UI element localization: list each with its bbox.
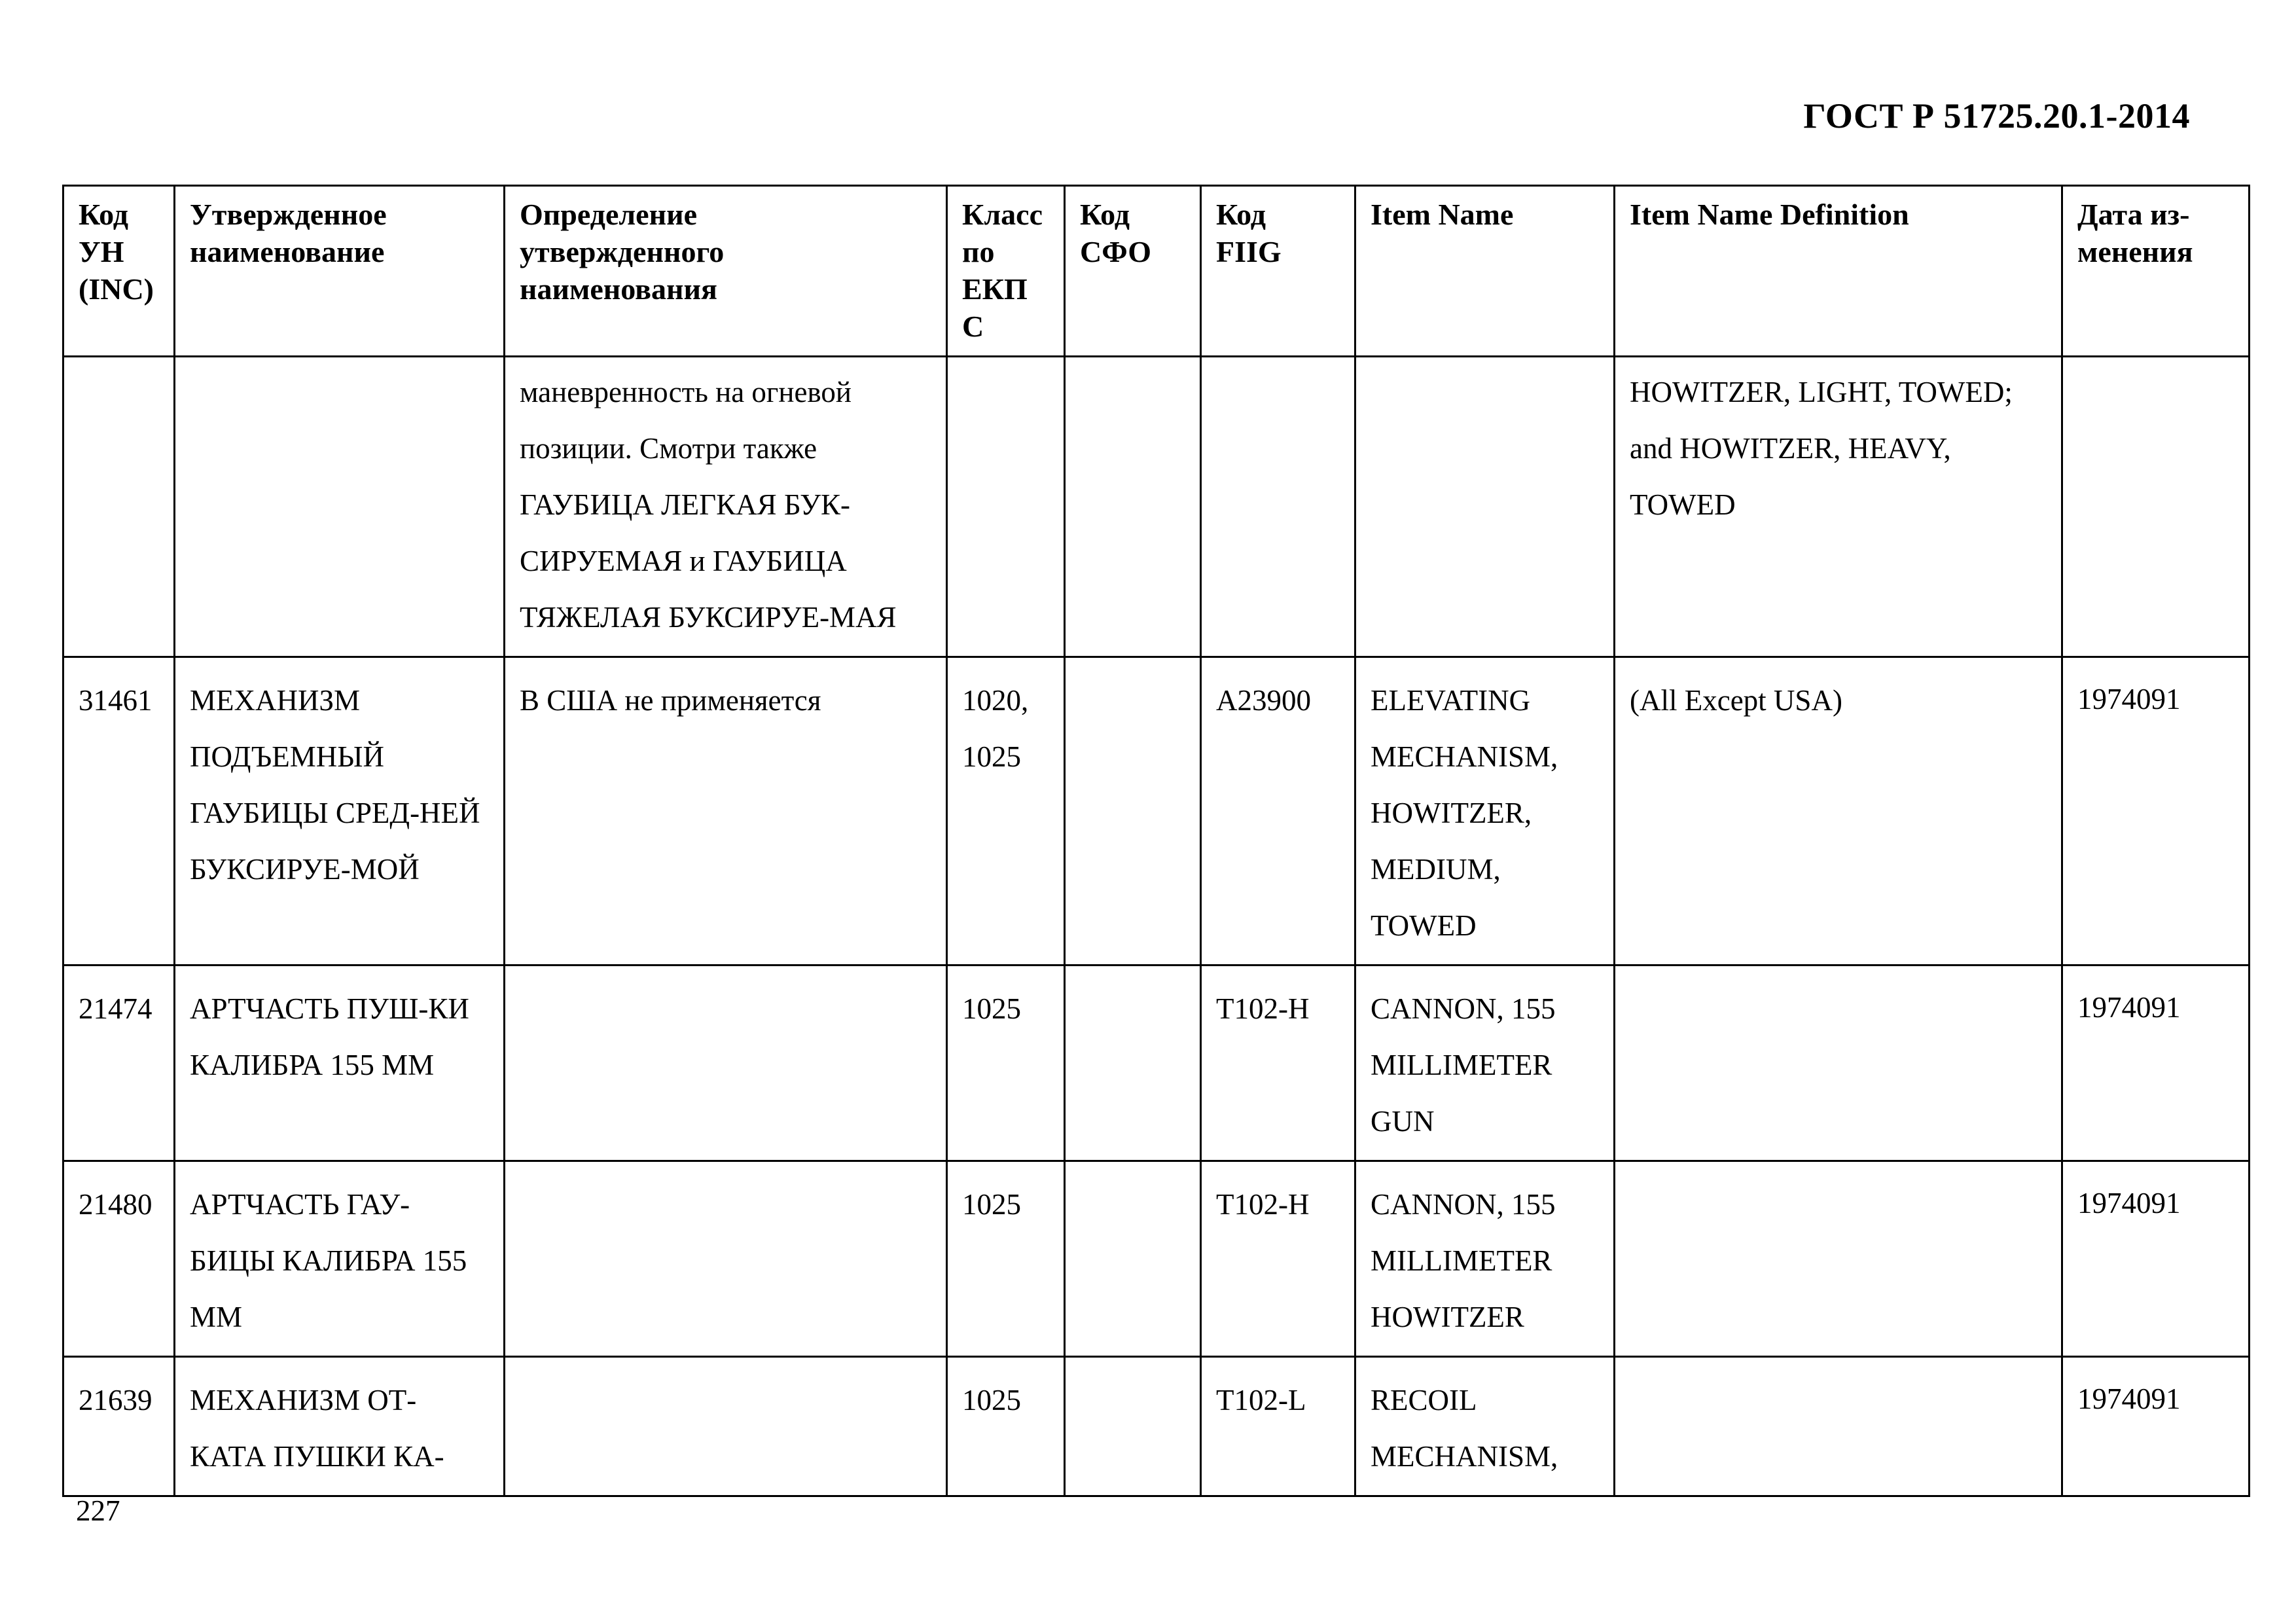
cell-item-name-definition: (All Except USA) xyxy=(1615,657,2062,965)
cell-fiig: T102-H xyxy=(1201,1161,1355,1357)
cell-sfo xyxy=(1065,357,1201,657)
header-approved-name: Утвержденное наименование xyxy=(175,186,505,357)
header-item-name-definition: Item Name Definition xyxy=(1615,186,2062,357)
table-header-row xyxy=(63,186,2250,357)
inc-table xyxy=(62,185,2250,1497)
header-inc: Код УН (INC) xyxy=(63,186,175,357)
cell-sfo xyxy=(1065,1357,1201,1496)
cell-change-date: 1974091 xyxy=(2062,1357,2250,1496)
table-row xyxy=(63,357,2250,657)
table-row xyxy=(63,965,2250,1161)
cell-item-name: RECOIL MECHANISM, xyxy=(1355,1357,1615,1496)
cell-approved-name: МЕХАНИЗМ ОТ-КАТА ПУШКИ КА- xyxy=(175,1357,505,1496)
cell-item-name-definition xyxy=(1615,1161,2062,1357)
cell-inc xyxy=(63,357,175,657)
cell-fiig: T102-H xyxy=(1201,965,1355,1161)
cell-item-name: CANNON, 155 MILLIMETER HOWITZER xyxy=(1355,1161,1615,1357)
cell-inc: 21474 xyxy=(63,965,175,1161)
cell-class: 1025 xyxy=(947,1357,1065,1496)
cell-class: 1025 xyxy=(947,1161,1065,1357)
table-row xyxy=(63,1357,2250,1496)
cell-fiig xyxy=(1201,357,1355,657)
header-fiig: Код FIIG xyxy=(1201,186,1355,357)
cell-item-name-definition xyxy=(1615,965,2062,1161)
cell-definition: В США не применяется xyxy=(505,657,947,965)
table-row xyxy=(63,1161,2250,1357)
cell-class: 1025 xyxy=(947,965,1065,1161)
cell-change-date: 1974091 xyxy=(2062,965,2250,1161)
cell-inc: 21480 xyxy=(63,1161,175,1357)
cell-approved-name xyxy=(175,357,505,657)
cell-item-name-definition: HOWITZER, LIGHT, TOWED; and HOWITZER, HEAVY, TOWED xyxy=(1615,357,2062,657)
cell-inc: 31461 xyxy=(63,657,175,965)
page-number: 227 xyxy=(76,1494,120,1527)
cell-sfo xyxy=(1065,965,1201,1161)
cell-class: 1020, 1025 xyxy=(947,657,1065,965)
cell-fiig: A23900 xyxy=(1201,657,1355,965)
cell-inc: 21639 xyxy=(63,1357,175,1496)
header-change-date: Дата из- менения xyxy=(2062,186,2250,357)
cell-approved-name: МЕХАНИЗМ ПОДЪЕМНЫЙ ГАУБИЦЫ СРЕД-НЕЙ БУКСИРУЕ-МОЙ xyxy=(175,657,505,965)
table-row xyxy=(63,657,2250,965)
cell-change-date: 1974091 xyxy=(2062,657,2250,965)
header-class: Класс по ЕКП С xyxy=(947,186,1065,357)
cell-item-name: CANNON, 155 MILLIMETER GUN xyxy=(1355,965,1615,1161)
cell-definition: маневренность на огневой позиции. Смотри также ГАУБИЦА ЛЕГКАЯ БУК-СИРУЕМАЯ и ГАУБИЦА ТЯЖЕЛАЯ БУКСИРУЕ-МАЯ xyxy=(505,357,947,657)
cell-sfo xyxy=(1065,1161,1201,1357)
cell-definition xyxy=(505,1161,947,1357)
cell-sfo xyxy=(1065,657,1201,965)
cell-item-name xyxy=(1355,357,1615,657)
cell-item-name-definition xyxy=(1615,1357,2062,1496)
cell-class xyxy=(947,357,1065,657)
cell-fiig: T102-L xyxy=(1201,1357,1355,1496)
cell-definition xyxy=(505,965,947,1161)
cell-definition xyxy=(505,1357,947,1496)
header-item-name: Item Name xyxy=(1355,186,1615,357)
cell-approved-name: АРТЧАСТЬ ГАУ-БИЦЫ КАЛИБРА 155 ММ xyxy=(175,1161,505,1357)
cell-item-name: ELEVATING MECHANISM, HOWITZER, MEDIUM, TOWED xyxy=(1355,657,1615,965)
cell-approved-name: АРТЧАСТЬ ПУШ-КИ КАЛИБРА 155 ММ xyxy=(175,965,505,1161)
document-code: ГОСТ Р 51725.20.1-2014 xyxy=(1803,96,2190,135)
cell-change-date xyxy=(2062,357,2250,657)
header-definition: Определение утвержденного наименования xyxy=(505,186,947,357)
cell-change-date: 1974091 xyxy=(2062,1161,2250,1357)
header-sfo: Код СФО xyxy=(1065,186,1201,357)
